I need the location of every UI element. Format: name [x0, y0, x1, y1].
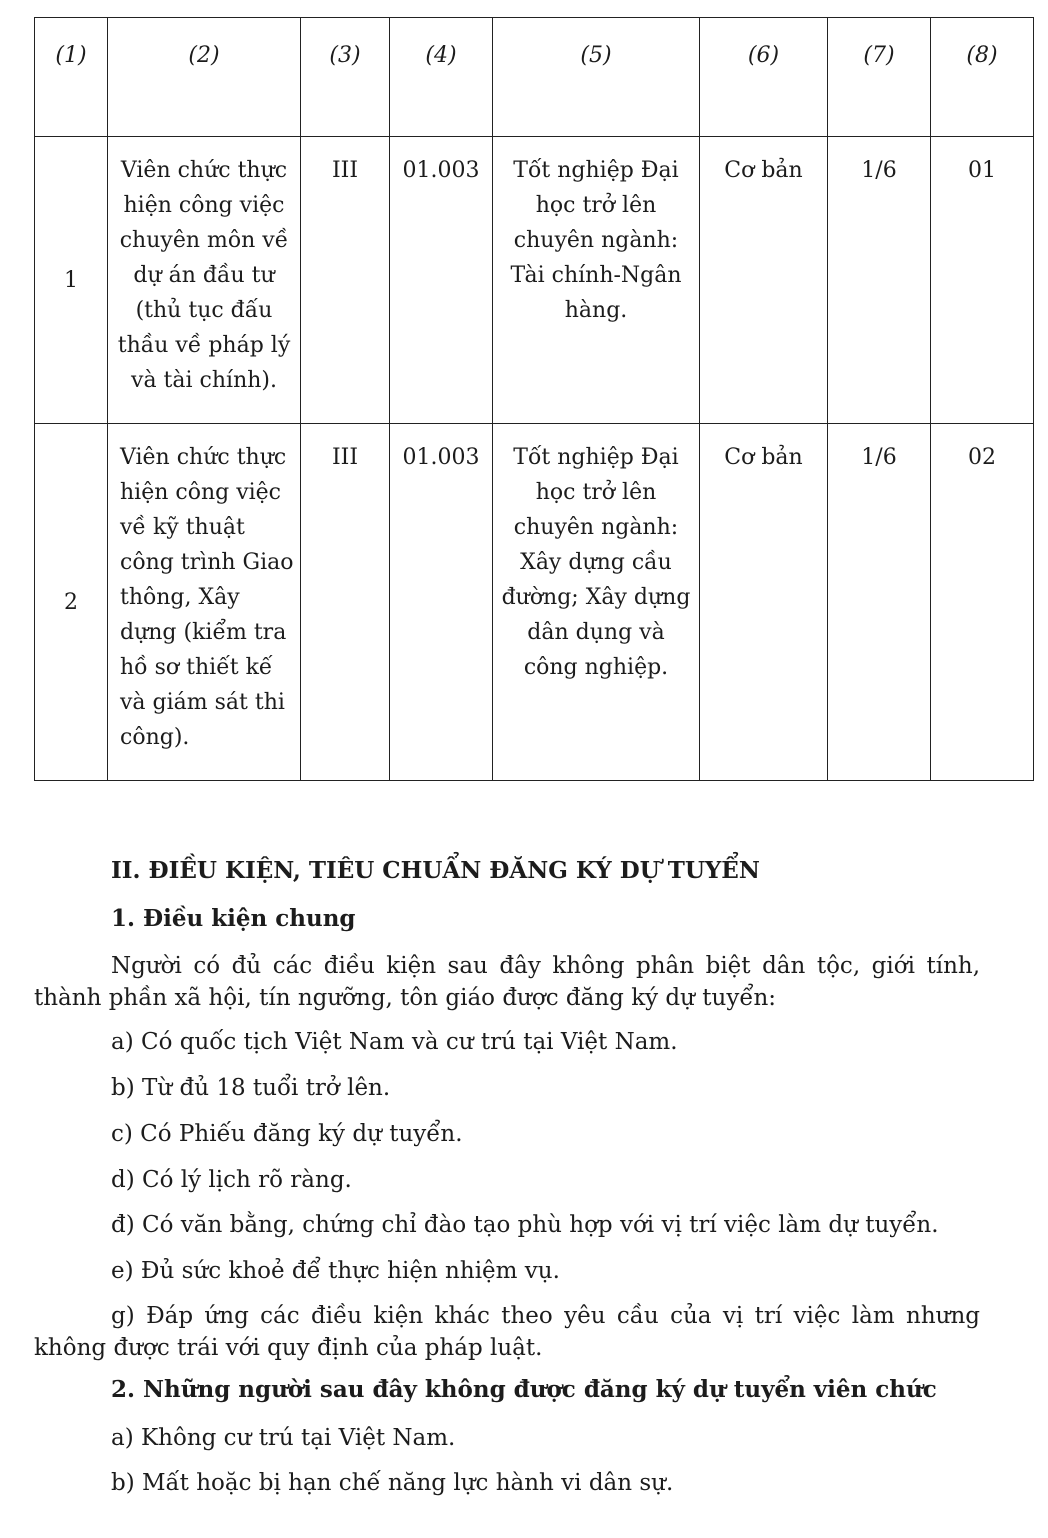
header-cell: (5) [493, 18, 700, 137]
quantity-cell: 02 [931, 424, 1034, 781]
qualification-cell: Tốt nghiệp Đại học trở lên chuyên ngành: Xây dựng cầu đường; Xây dựng dân dụng và công nghiệp. [493, 424, 700, 781]
header-cell: (7) [828, 18, 931, 137]
section-title: II. ĐIỀU KIỆN, TIÊU CHUẨN ĐĂNG KÝ DỰ TUYỂN [111, 857, 760, 884]
row-number: 2 [35, 424, 108, 781]
rank-cell: III [301, 137, 390, 424]
condition-item: đ) Có văn bằng, chứng chỉ đào tạo phù hợp với vị trí việc làm dự tuyển. [111, 1212, 939, 1238]
condition-item: d) Có lý lịch rõ ràng. [111, 1167, 352, 1193]
condition-item-g: g) Đáp ứng các điều kiện khác theo yêu cầu của vị trí việc làm nhưng không được trái với quy định của pháp luật. [34, 1303, 980, 1361]
table-header-row [35, 18, 1034, 137]
level-cell: Cơ bản [700, 424, 828, 781]
header-cell: (2) [108, 18, 301, 137]
condition-item: a) Có quốc tịch Việt Nam và cư trú tại Việt Nam. [111, 1029, 678, 1055]
excluded-item: a) Không cư trú tại Việt Nam. [111, 1425, 456, 1451]
ratio-cell: 1/6 [828, 424, 931, 781]
header-cell: (1) [35, 18, 108, 137]
header-cell: (3) [301, 18, 390, 137]
position-cell: Viên chức thực hiện công việc về kỹ thuật công trình Giao thông, Xây dựng (kiểm tra hồ sơ thiết kế và giám sát thi công). [108, 424, 301, 781]
qualification-cell: Tốt nghiệp Đại học trở lên chuyên ngành: Tài chính-Ngân hàng. [493, 137, 700, 424]
condition-item: e) Đủ sức khoẻ để thực hiện nhiệm vụ. [111, 1258, 560, 1284]
row-number: 1 [35, 137, 108, 424]
recruitment-table [34, 17, 1034, 781]
position-cell: Viên chức thực hiện công việc chuyên môn về dự án đầu tư (thủ tục đấu thầu về pháp lý và tài chính). [108, 137, 301, 424]
general-conditions-intro: Người có đủ các điều kiện sau đây không phân biệt dân tộc, giới tính, thành phần xã hội, tín ngưỡng, tôn giáo được đăng ký dự tuyển: [34, 953, 980, 1011]
ratio-cell: 1/6 [828, 137, 931, 424]
quantity-cell: 01 [931, 137, 1034, 424]
code-cell: 01.003 [390, 137, 493, 424]
header-cell: (6) [700, 18, 828, 137]
condition-item: c) Có Phiếu đăng ký dự tuyển. [111, 1121, 463, 1147]
excluded-heading: 2. Những người sau đây không được đăng ký dự tuyển viên chức [111, 1376, 937, 1403]
table-row [35, 424, 1034, 781]
excluded-item: b) Mất hoặc bị hạn chế năng lực hành vi dân sự. [111, 1470, 674, 1496]
condition-item: b) Từ đủ 18 tuổi trở lên. [111, 1075, 391, 1101]
general-conditions-heading: 1. Điều kiện chung [111, 905, 356, 932]
table-row [35, 137, 1034, 424]
header-cell: (4) [390, 18, 493, 137]
header-cell: (8) [931, 18, 1034, 137]
code-cell: 01.003 [390, 424, 493, 781]
rank-cell: III [301, 424, 390, 781]
level-cell: Cơ bản [700, 137, 828, 424]
